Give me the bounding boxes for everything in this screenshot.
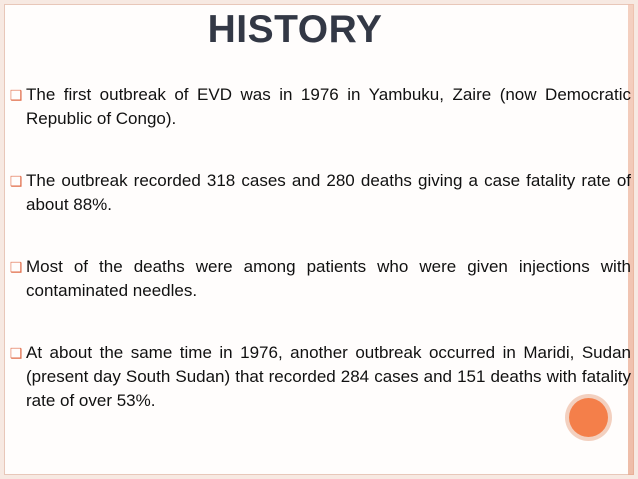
bullet-text-contaminated-needles: Most of the deaths were among patients who were given injections with contaminated needles. bbox=[26, 257, 631, 300]
decorative-orange-circle bbox=[569, 398, 608, 437]
bullet-text-sudan-outbreak: At about the same time in 1976, another outbreak occurred in Maridi, Sudan (present day South Sudan) that recorded 284 cases and 151 deaths with fatality rate of over 53%. bbox=[26, 343, 631, 410]
bullet-text-outbreak-cases: The outbreak recorded 318 cases and 280 deaths giving a case fatality rate of about 88%. bbox=[26, 171, 631, 214]
slide-title bbox=[0, 6, 590, 54]
hollow-square-bullet-icon: ❑ bbox=[9, 260, 23, 276]
hollow-square-bullet-icon: ❑ bbox=[9, 88, 23, 104]
bullet-list bbox=[0, 86, 638, 446]
hollow-square-bullet-icon: ❑ bbox=[9, 346, 23, 362]
hollow-square-bullet-icon: ❑ bbox=[9, 174, 23, 190]
bullet-text-first-outbreak: The first outbreak of EVD was in 1976 in Yambuku, Zaire (now Democratic Republic of Congo). bbox=[26, 85, 631, 128]
bullet-item-sudan-outbreak bbox=[9, 343, 637, 410]
slide-title-text: HISTORY bbox=[207, 8, 383, 51]
bullet-item-first-outbreak bbox=[9, 86, 637, 140]
bullet-item-outbreak-cases bbox=[9, 172, 637, 226]
bullet-item-contaminated-needles bbox=[9, 258, 637, 312]
